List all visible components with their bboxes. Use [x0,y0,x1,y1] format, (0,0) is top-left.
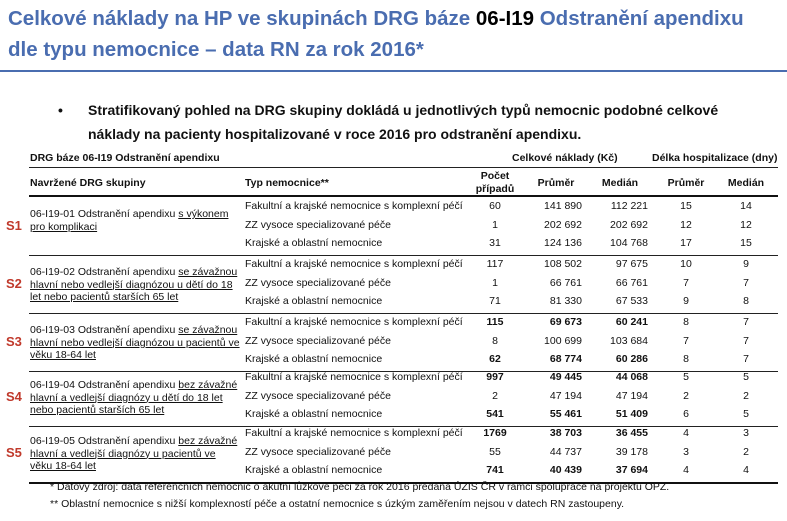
cell-mean: 69 673 [549,316,582,328]
cell-median: 66 761 [615,276,648,289]
cell-mean: 44 737 [549,445,582,458]
cell-stay-median: 7 [743,334,749,347]
cell-type: Fakultní a krajské nemocnice s komplexní péčí [245,200,463,212]
cell-count: 117 [486,258,504,270]
cell-mean: 40 439 [549,464,582,476]
drg-name-underlined: bez závažné hlavní a vedlejší diagnózy u pacientů ve věku 18-64 let [30,435,238,472]
cell-mean: 100 699 [544,334,582,347]
bullet-marker: • [58,102,63,118]
cell-count: 1 [492,276,498,289]
cell-count: 1 [492,218,498,231]
drg-name-plain: 06-I19-05 Odstranění apendixu [30,435,179,447]
cell-median: 47 194 [615,389,648,402]
cell-median: 112 221 [610,200,648,212]
drg-name-plain: 06-I19-04 Odstranění apendixu [30,379,179,391]
cell-type: Krajské a oblastní nemocnice [245,353,383,365]
cell-stay-mean: 7 [683,276,689,289]
drg-group-name [30,324,240,362]
col-mean-header: Průměr [537,177,575,189]
cell-type: Fakultní a krajské nemocnice s komplexní péčí [245,427,463,439]
stay-group-header: Délka hospitalizace (dny) [652,152,778,164]
cell-count: 60 [489,200,501,212]
cell-type: Fakultní a krajské nemocnice s komplexní péčí [245,258,463,270]
col-median-header: Medián [601,177,639,189]
cell-mean: 49 445 [549,371,582,383]
cell-median: 36 455 [615,427,648,439]
cell-stay-median: 8 [743,295,749,307]
drg-group-name [30,208,240,233]
cell-mean: 124 136 [544,237,582,249]
cell-count: 31 [489,237,501,249]
cell-type: Krajské a oblastní nemocnice [245,295,383,307]
drg-name-underlined: s výkonem pro komplikaci [30,208,229,233]
cell-type: ZZ vysoce specializované péče [245,276,391,289]
cell-stay-mean: 15 [680,200,692,212]
cell-stay-median: 3 [743,427,749,439]
cell-count: 71 [489,295,501,307]
cell-type: ZZ vysoce specializované péče [245,445,391,458]
cell-type: Krajské a oblastní nemocnice [245,464,383,476]
cell-stay-mean: 10 [680,258,692,270]
drg-name-underlined: bez závažné hlavní a vedlejší diagnózy u dětí do 18 let nebo pacientů starších 65 let [30,379,238,416]
cell-mean: 55 461 [549,408,582,420]
cell-type: Krajské a oblastní nemocnice [245,237,383,249]
drg-group-name [30,435,240,473]
cell-mean: 141 890 [544,200,582,212]
cell-stay-mean: 12 [680,218,692,231]
cell-stay-mean: 17 [680,237,692,249]
cell-mean: 202 692 [544,218,582,231]
cell-stay-mean: 7 [683,334,689,347]
cell-stay-mean: 9 [683,295,689,307]
cell-count: 62 [489,353,501,365]
cell-median: 60 286 [615,353,648,365]
cell-stay-median: 5 [743,371,749,383]
bullet-text: Stratifikovaný pohled na DRG skupiny dokládá u jednotlivých typů nemocnic podobné celkové náklady na pacienty hospitalizované v roce 2016 pro odstranění apendixu. [88,102,719,142]
cell-median: 39 178 [615,445,648,458]
cell-mean: 81 330 [549,295,582,307]
group-label: S1 [6,217,22,233]
cell-median: 104 768 [610,237,648,249]
cell-type: ZZ vysoce specializované péče [245,334,391,347]
cell-mean: 66 761 [549,276,582,289]
cell-median: 44 068 [615,371,648,383]
col-count-header: Počet případů [475,170,515,195]
drg-group-name [30,379,240,417]
col-stay-median-header: Medián [727,177,765,189]
page-title [8,3,778,65]
cell-stay-mean: 3 [683,445,689,458]
cell-stay-median: 2 [743,389,749,402]
group-label: S3 [6,333,22,349]
cell-median: 37 694 [615,464,648,476]
cell-type: ZZ vysoce specializované péče [245,389,391,402]
col-drg-header: Navržené DRG skupiny [30,177,146,189]
drg-group-name [30,266,240,304]
cell-mean: 108 502 [544,258,582,270]
cell-count: 55 [489,445,501,458]
cell-mean: 68 774 [549,353,582,365]
cell-count: 115 [486,316,504,328]
cell-stay-median: 14 [740,200,752,212]
cell-stay-mean: 4 [683,464,689,476]
cell-median: 51 409 [615,408,648,420]
header-divider-1 [29,167,778,168]
cell-count: 8 [492,334,498,347]
cell-median: 202 692 [610,218,648,231]
footnote-2: ** Oblastní nemocnice s nižší komplexností péče a ostatní nemocnice s úzkým zaměřením nejsou v datech RN zastoupeny. [50,498,625,510]
group-divider [29,255,778,256]
drg-name-plain: 06-I19-02 Odstranění apendixu [30,266,179,278]
group-divider [29,313,778,314]
drg-name-plain: 06-I19-03 Odstranění apendixu [30,324,179,336]
cell-count: 741 [486,464,504,476]
cell-stay-median: 7 [743,276,749,289]
cell-stay-median: 7 [743,353,749,365]
title-code: 06-I19 [475,7,535,30]
cell-type: Fakultní a krajské nemocnice s komplexní péčí [245,316,463,328]
cell-stay-mean: 2 [683,389,689,402]
title-part1: Celkové náklady na HP ve skupinách DRG báze [8,7,476,30]
cell-stay-median: 4 [743,464,749,476]
cell-median: 97 675 [615,258,648,270]
drg-name-underlined: se závažnou hlavní nebo vedlejší diagnózou u dětí do 18 let nebo pacientů starších 65 let [30,266,238,303]
cell-stay-mean: 5 [683,371,689,383]
title-part2: Odstranění apendixu dle typu nemocnice – data RN za rok 2016* [8,7,744,61]
footnote-1: * Datový zdroj: data referenčních nemocnic o akutní lůžkové péči za rok 2016 předaná ÚZIS ČR v rámci spolupráce na projektu OPZ. [50,481,670,493]
cell-median: 60 241 [615,316,648,328]
cell-stay-mean: 4 [683,427,689,439]
col-stay-mean-header: Průměr [667,177,705,189]
cell-mean: 38 703 [549,427,582,439]
cell-count: 541 [486,408,504,420]
cell-stay-median: 2 [743,445,749,458]
cell-stay-median: 5 [743,408,749,420]
col-type-header: Typ nemocnice** [245,177,329,189]
cell-mean: 47 194 [549,389,582,402]
cell-stay-median: 15 [740,237,752,249]
cell-median: 103 684 [610,334,648,347]
cell-type: Fakultní a krajské nemocnice s komplexní péčí [245,371,463,383]
cell-stay-median: 12 [740,218,752,231]
cell-count: 1769 [483,427,507,439]
cost-group-header: Celkové náklady (Kč) [512,152,618,164]
table-caption: DRG báze 06-I19 Odstranění apendixu [30,152,220,164]
cell-median: 67 533 [615,295,648,307]
drg-name-plain: 06-I19-01 Odstranění apendixu [30,208,179,220]
cell-stay-mean: 8 [683,316,689,328]
cell-count: 2 [492,389,498,402]
cell-type: Krajské a oblastní nemocnice [245,408,383,420]
drg-name-underlined: se závažnou hlavní nebo vedlejší diagnózou u pacientů ve věku 18-64 let [30,324,240,361]
cell-stay-median: 7 [743,316,749,328]
cell-stay-median: 9 [743,258,749,270]
group-label: S4 [6,388,22,404]
cell-count: 997 [486,371,504,383]
title-rule [0,70,787,72]
cell-type: ZZ vysoce specializované péče [245,218,391,231]
cell-stay-mean: 8 [683,353,689,365]
header-divider-2 [29,195,778,197]
cell-stay-mean: 6 [683,408,689,420]
group-label: S2 [6,275,22,291]
group-label: S5 [6,444,22,460]
